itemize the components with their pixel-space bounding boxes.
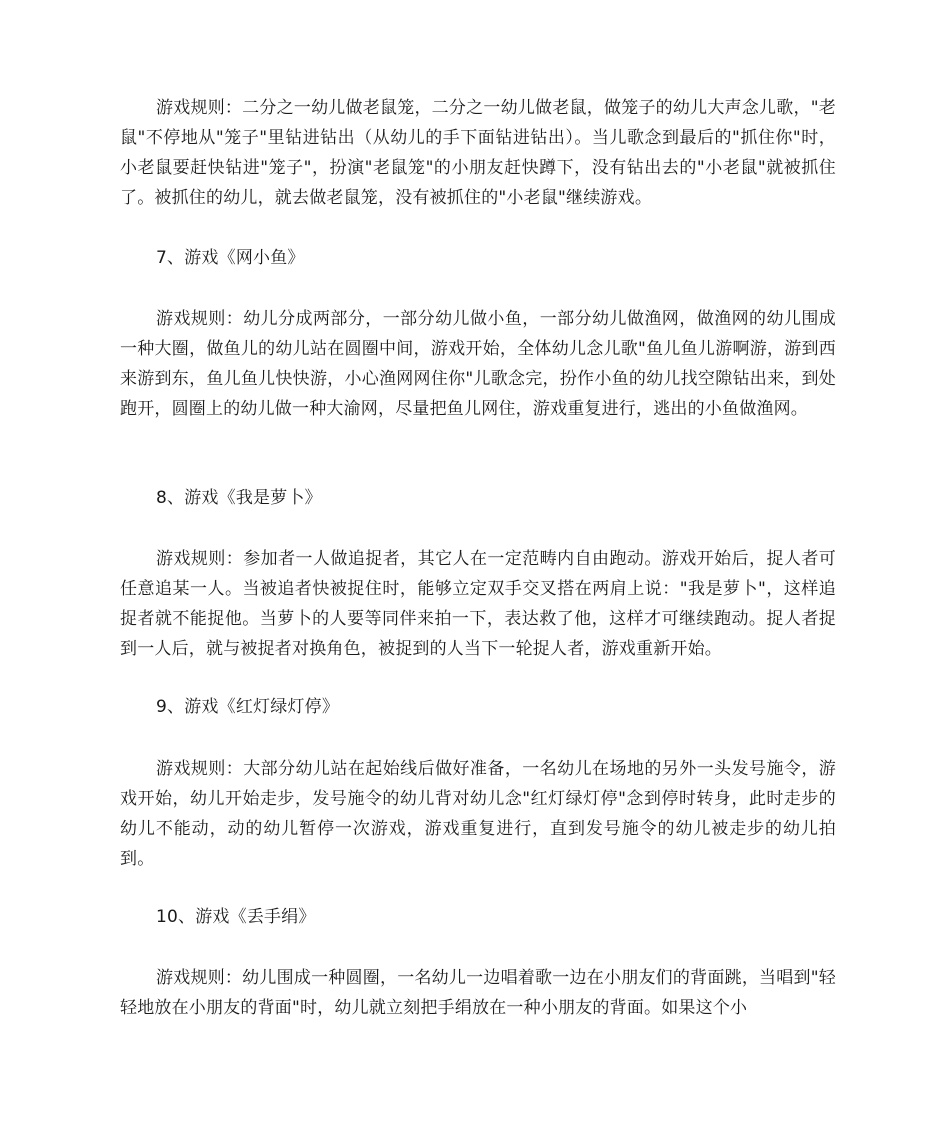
paragraph-game-8-rules: 游戏规则：参加者一人做追捉者，其它人在一定范畴内自由跑动。游戏开始后，捉人者可任意追某一人。当被追者快被捉住时，能够立定双手交叉搭在两肩上说："我是萝卜"，这样追捉者就不能捉他。当萝卜的人要等同伴来拍一下，表达救了他，这样才可继续跑动。捉人者捉到一人后，就与被捉者对换角色，被捉到的人当下一轮捉人者，游戏重新开始。	[120, 549, 836, 659]
heading-game-8: 8、游戏《我是萝卜》	[156, 488, 322, 508]
paragraph-mouse-cage-rules: 游戏规则：二分之一幼儿做老鼠笼，二分之一幼儿做老鼠，做笼子的幼儿大声念儿歌，"老鼠"不停地从"笼子"里钻进钻出（从幼儿的手下面钻进钻出）。当儿歌念到最后的"抓住你"时，小老鼠要赶快钻进"笼子"，扮演"老鼠笼"的小朋友赶快蹲下，没有钻出去的"小老鼠"就被抓住了。被抓住的幼儿，就去做老鼠笼，没有被抓住的"小老鼠"继续游戏。	[120, 98, 836, 208]
heading-game-7: 7、游戏《网小鱼》	[156, 248, 305, 268]
heading-game-9: 9、游戏《红灯绿灯停》	[156, 697, 340, 717]
heading-game-10: 10、游戏《丢手绢》	[156, 907, 316, 927]
paragraph-game-9-rules: 游戏规则：大部分幼儿站在起始线后做好准备，一名幼儿在场地的另外一头发号施令，游戏开始，幼儿开始走步，发号施令的幼儿背对幼儿念"红灯绿灯停"念到停时转身，此时走步的幼儿不能动，动的幼儿暂停一次游戏，游戏重复进行，直到发号施令的幼儿被走步的幼儿拍到。	[120, 759, 836, 869]
paragraph-game-7-rules: 游戏规则：幼儿分成两部分，一部分幼儿做小鱼，一部分幼儿做渔网，做渔网的幼儿围成一种大圈，做鱼儿的幼儿站在圆圈中间，游戏开始，全体幼儿念儿歌"鱼儿鱼儿游啊游，游到西来游到东，鱼儿鱼儿快快游，小心渔网网住你"儿歌念完，扮作小鱼的幼儿找空隙钻出来，到处跑开，圆圈上的幼儿做一种大渝网，尽量把鱼儿网住，游戏重复进行，逃出的小鱼做渔网。	[120, 309, 836, 419]
paragraph-game-10-rules: 游戏规则：幼儿围成一种圆圈，一名幼儿一边唱着歌一边在小朋友们的背面跳，当唱到"轻轻地放在小朋友的背面"时，幼儿就立刻把手绢放在一种小朋友的背面。如果这个小	[120, 968, 836, 1018]
